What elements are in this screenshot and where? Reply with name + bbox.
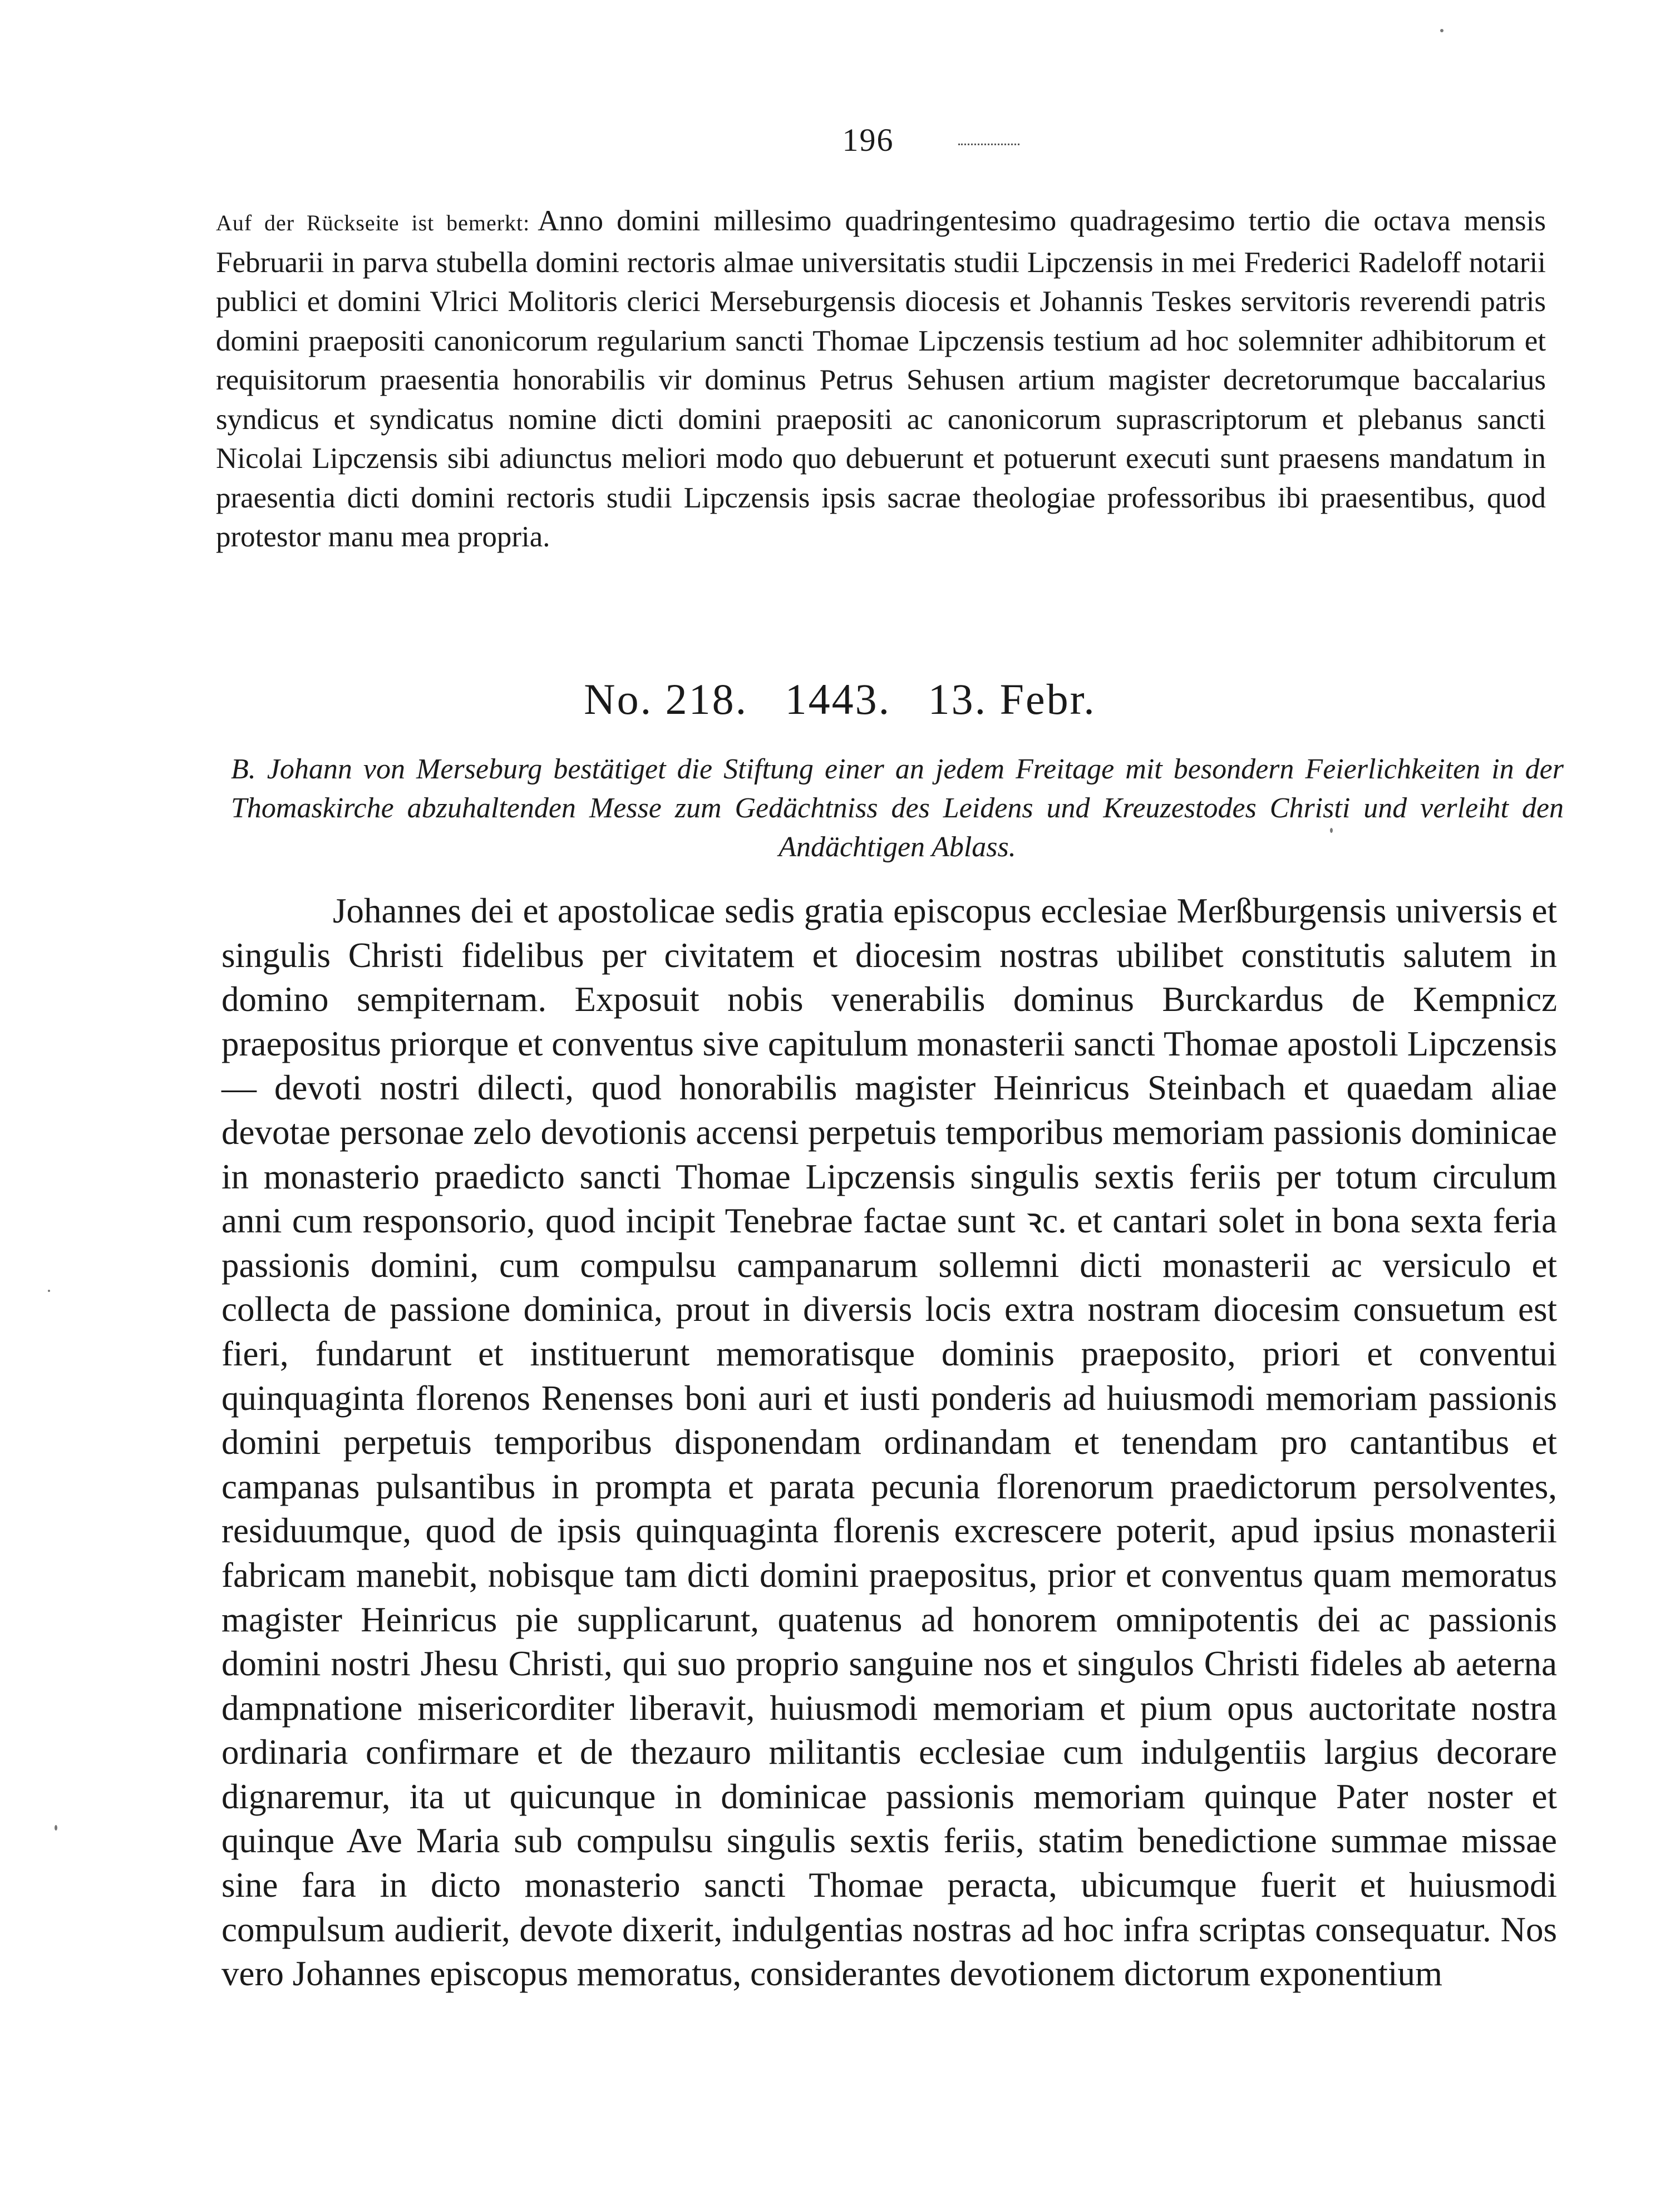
document-heading xyxy=(0,674,1680,724)
dorsal-note-lead: Auf der Rückseite ist bemerkt: xyxy=(216,210,530,235)
scan-speck xyxy=(55,1825,57,1831)
scan-speck xyxy=(1330,828,1333,833)
dorsal-note-text: Anno domini millesimo quadringentesimo quadragesimo tertio die octava mensis Februarii in parva stubella domini rectoris almae universitatis studii Lipczensis in mei Frederici Radeloff notarii publici et domini Vlrici Molitoris clerici Merseburgensis diocesis et Johannis Teskes servitoris reverendi patris domini praepositi canonicorum regularium sancti Thomae Lipczensis testium ad hoc solemniter adhibitorum et requisitorum praesentia honorabilis vir dominus Petrus Sehusen artium magister decretorumque baccalarius syndicus et syndicatus nomine dicti domini praepositi ac canonicorum suprascriptorum et plebanus sancti Nicolai Lipczensis sibi adiunctus meliori modo quo debuerunt et potuerunt executi sunt praesens mandatum in praesentia dicti domini rectoris studii Lipczensis ipsis sacrae theologiae professoribus ibi praesentibus, quod protestor manu mea propria. xyxy=(216,205,1546,553)
dorsal-note xyxy=(216,201,1546,557)
scan-speck xyxy=(1440,29,1443,32)
page-number: 196 xyxy=(842,122,894,158)
document-year: 1443. xyxy=(785,675,891,723)
document-date: 13. Febr. xyxy=(928,675,1096,723)
scan-speck xyxy=(48,1290,50,1292)
document-number: No. 218. xyxy=(584,675,748,723)
margin-dash xyxy=(958,144,1019,145)
charter-body-text: Johannes dei et apostolicae sedis gratia episcopus ecclesiae Merßburgensis universis et singulis Christi fidelibus per civitatem et diocesim nostras ubilibet constitutis salutem in domino sempiternam. Exposuit nobis venerabilis dominus Burckardus de Kempnicz praepositus priorque et conventus sive capitulum monasterii sancti Thomae apostoli Lipczensis — devoti nostri dilecti, quod honorabilis magister Heinricus Steinbach et quaedam aliae devotae personae zelo devotionis accensi perpetuis temporibus memoriam passionis dominicae in monasterio praedicto sancti Thomae Lipczensis singulis sextis feriis per totum circulum anni cum responsorio, quod incipit Tenebrae factae sunt ꝛc. et cantari solet in bona sexta feria passionis domini, cum compulsu campanarum sollemni dicti monasterii ac versiculo et collecta de passione dominica, prout in diversis locis extra nostram diocesim consuetum est fieri, fundarunt et instituerunt memoratisque dominis praeposito, priori et conventui quinquaginta florenos Renenses boni auri et iusti ponderis ad huiusmodi memoriam passionis domini perpetuis temporibus disponendam ordinandam et tenendam pro cantantibus et campanas pulsantibus in prompta et parata pecunia florenorum praedictorum persolventes, residuumque, quod de ipsis quinquaginta florenis excrescere poterit, apud ipsius monasterii fabricam manebit, nobisque tam dicti domini praepositus, prior et conventus quam memoratus magister Heinricus pie supplicarunt, quatenus ad honorem omnipotentis dei ac passionis domini nostri Jhesu Christi, qui suo proprio sanguine nos et singulos Christi fideles ab aeterna dampnatione misericorditer liberavit, huiusmodi memoriam et pium opus auctoritate nostra ordinaria confirmare et de thezauro militantis ecclesiae cum indulgentiis largius decorare dignaremur, ita ut quicunque in dominicae passionis memoriam quinque Pater noster et quinque Ave Maria sub compulsu singulis sextis feriis, statim benedictione summae missae sine fara in dicto monasterio sancti Thomae peracta, ubicumque fuerit et huiusmodi compulsum audierit, devote dixerit, indulgentias nostras ad hoc infra scriptas consequatur. Nos vero Johannes episcopus memoratus, considerantes devotionem dictorum exponentium xyxy=(221,891,1557,1994)
regest-summary: B. Johann von Merseburg bestätiget die Stiftung einer an jedem Freitage mit besondern Feierlichkeiten in der Thomaskirche abzuhaltenden Messe zum Gedächtniss des Leidens und Kreuzestodes Christi und verleiht den Andächtigen Ablass. xyxy=(231,753,1564,863)
